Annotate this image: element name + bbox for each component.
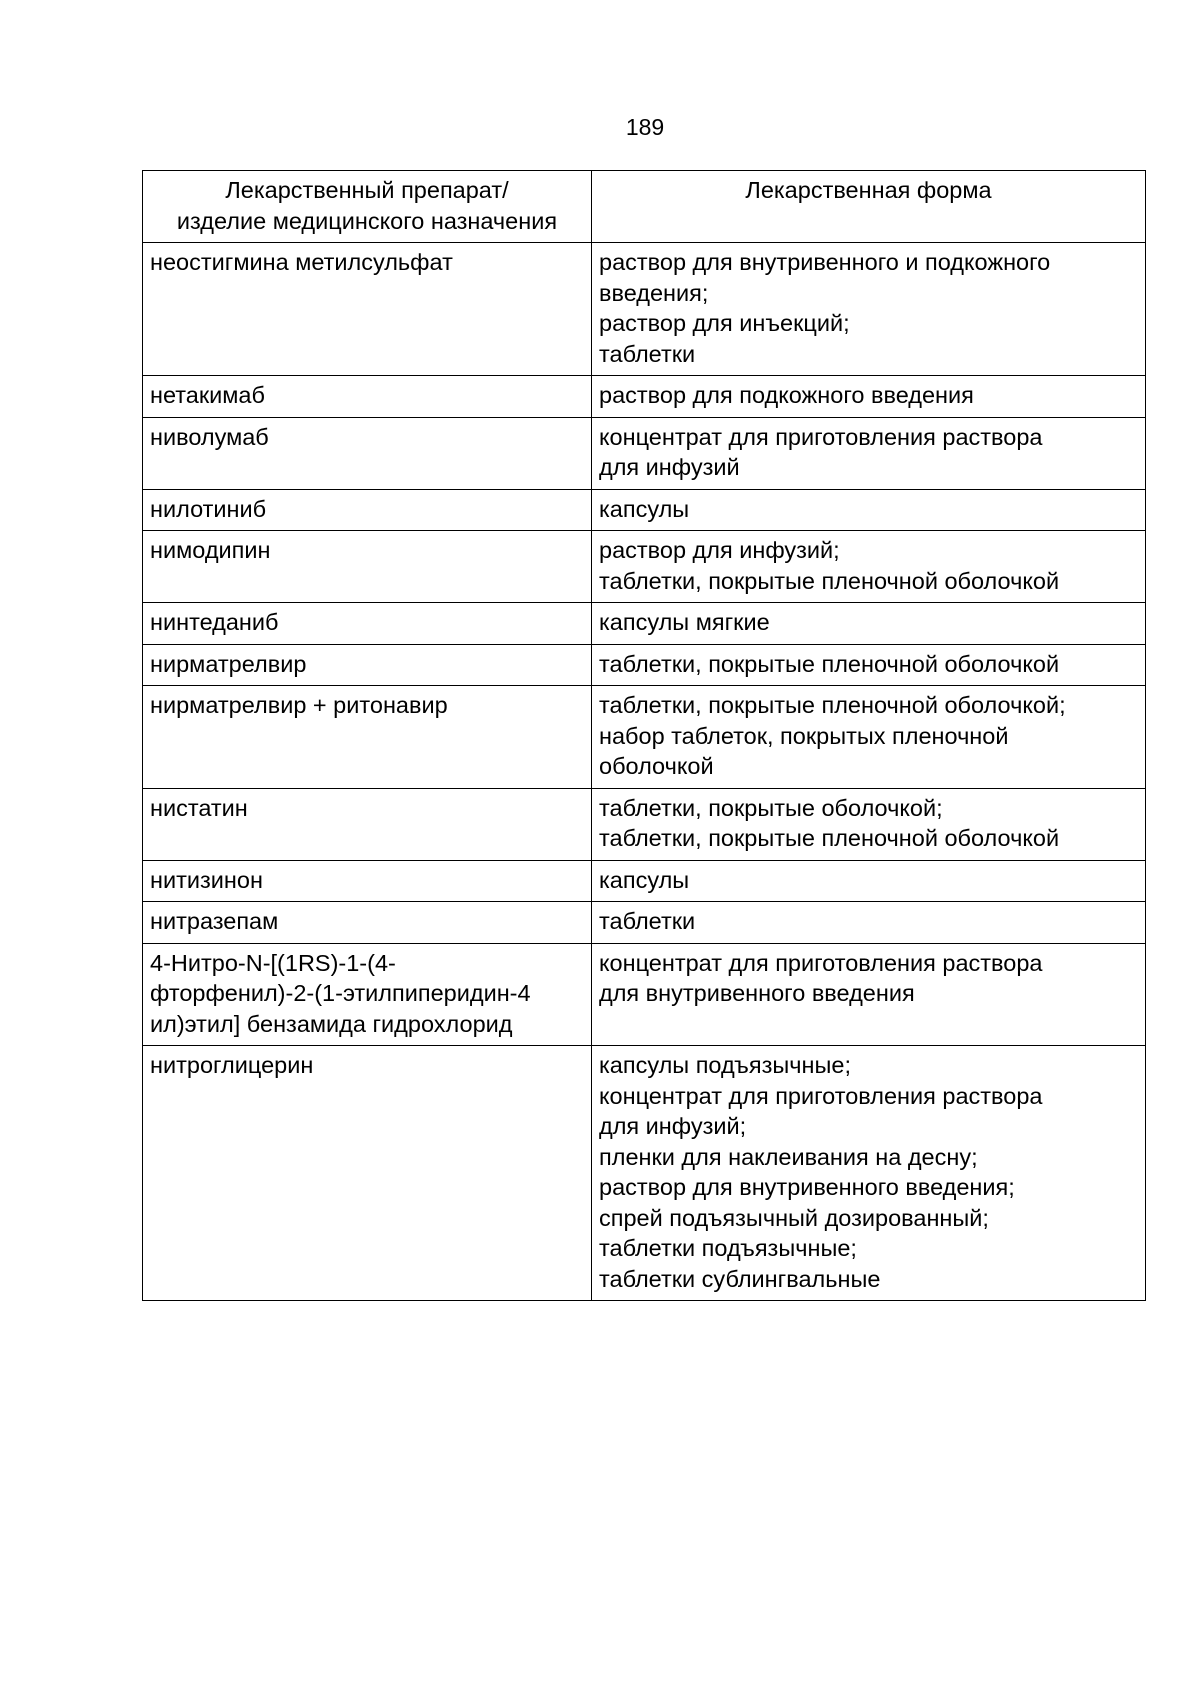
dosage-form-line: капсулы bbox=[599, 495, 690, 522]
table-row bbox=[143, 243, 1146, 376]
dosage-form-line: таблетки сублингвальные bbox=[599, 1265, 881, 1292]
dosage-form-line: таблетки, покрытые пленочной оболочкой bbox=[599, 825, 1060, 851]
drug-name-line: нилотиниб bbox=[150, 495, 267, 522]
dosage-form-line: таблетки bbox=[599, 340, 696, 367]
drug-name-line: ил)этил] бензамида гидрохлорид bbox=[150, 1010, 513, 1037]
dosage-form-line: раствор для подкожного введения bbox=[599, 382, 974, 408]
dosage-form-line: пленки для наклеивания на десну; bbox=[599, 1143, 978, 1170]
dosage-form-line: набор таблеток, покрытых пленочной bbox=[599, 722, 1009, 749]
dosage-form-line: таблетки, покрытые пленочной оболочкой bbox=[599, 567, 1060, 594]
drug-name-line: фторфенил)-2-(1-этилпиперидин-4 bbox=[150, 980, 531, 1006]
dosage-form-line: для инфузий; bbox=[599, 1113, 747, 1139]
table-row bbox=[143, 644, 1146, 686]
drug-name-cell bbox=[143, 943, 592, 1046]
drug-name-line: ниволумаб bbox=[150, 423, 269, 450]
table-header bbox=[143, 171, 1146, 243]
dosage-form-line: таблетки, покрытые пленочной оболочкой bbox=[599, 650, 1060, 677]
dosage-form-line: введения; bbox=[599, 279, 709, 306]
dosage-form-line: раствор для инъекций; bbox=[599, 310, 850, 336]
header-drug-line: Лекарственный препарат/ bbox=[225, 177, 509, 203]
drug-name-line: 4-Нитро-N-[(1RS)-1-(4- bbox=[150, 949, 396, 976]
dosage-form-line: концентрат для приготовления раствора bbox=[599, 1082, 1043, 1109]
table-row bbox=[143, 376, 1146, 418]
dosage-form-line: раствор для внутривенного и подкожного bbox=[599, 249, 1051, 275]
dosage-form-line: концентрат для приготовления раствора bbox=[599, 949, 1043, 976]
table-row bbox=[143, 1046, 1146, 1301]
dosage-form-line: капсулы мягкие bbox=[599, 609, 770, 635]
dosage-form-cell bbox=[592, 1046, 1146, 1301]
dosage-form-line: раствор для инфузий; bbox=[599, 537, 840, 563]
drug-name-cell bbox=[143, 1046, 592, 1301]
drug-name-line: нинтеданиб bbox=[150, 609, 279, 635]
dosage-form-line: таблетки, покрытые пленочной оболочкой; bbox=[599, 692, 1066, 718]
table-row bbox=[143, 531, 1146, 603]
dosage-form-line: для внутривенного введения bbox=[599, 980, 915, 1006]
drug-name-cell bbox=[143, 644, 592, 686]
table-row bbox=[143, 489, 1146, 531]
drug-name-cell bbox=[143, 417, 592, 489]
drug-name-line: нимодипин bbox=[150, 537, 271, 563]
dosage-form-line: капсулы bbox=[599, 866, 690, 893]
drug-name-line: нетакимаб bbox=[150, 382, 265, 408]
drug-name-line: нистатин bbox=[150, 794, 248, 821]
dosage-form-cell bbox=[592, 943, 1146, 1046]
drug-name-line: неостигмина метилсульфат bbox=[150, 249, 453, 275]
dosage-form-cell bbox=[592, 860, 1146, 902]
header-form bbox=[592, 171, 1146, 243]
dosage-form-cell bbox=[592, 603, 1146, 645]
drug-name-cell bbox=[143, 788, 592, 860]
drug-name-cell bbox=[143, 531, 592, 603]
table-row bbox=[143, 788, 1146, 860]
table-row bbox=[143, 860, 1146, 902]
table-row bbox=[143, 603, 1146, 645]
header-drug bbox=[143, 171, 592, 243]
dosage-form-cell bbox=[592, 531, 1146, 603]
drug-name-line: нитизинон bbox=[150, 866, 263, 893]
dosage-form-line: раствор для внутривенного введения; bbox=[599, 1174, 1015, 1200]
dosage-form-cell bbox=[592, 788, 1146, 860]
dosage-form-line: спрей подъязычный дозированный; bbox=[599, 1204, 989, 1231]
dosage-form-line: для инфузий bbox=[599, 454, 740, 480]
header-drug-line: изделие медицинского назначения bbox=[176, 207, 558, 234]
dosage-form-cell bbox=[592, 243, 1146, 376]
drug-name-cell bbox=[143, 243, 592, 376]
dosage-form-cell bbox=[592, 644, 1146, 686]
drug-name-cell bbox=[143, 860, 592, 902]
table-row bbox=[143, 686, 1146, 789]
table-row bbox=[143, 943, 1146, 1046]
drug-name-cell bbox=[143, 603, 592, 645]
dosage-form-cell bbox=[592, 417, 1146, 489]
header-row bbox=[143, 171, 1146, 243]
drug-name-cell bbox=[143, 376, 592, 418]
dosage-form-line: концентрат для приготовления раствора bbox=[599, 423, 1043, 450]
dosage-form-cell bbox=[592, 489, 1146, 531]
dosage-form-cell bbox=[592, 376, 1146, 418]
drug-name-line: нирматрелвир bbox=[150, 650, 307, 677]
dosage-form-cell bbox=[592, 686, 1146, 789]
dosage-form-line: таблетки, покрытые оболочкой; bbox=[599, 794, 943, 821]
dosage-form-line: капсулы подъязычные; bbox=[599, 1052, 851, 1078]
dosage-form-line: таблетки подъязычные; bbox=[599, 1235, 857, 1261]
drug-table bbox=[142, 170, 1146, 1301]
dosage-form-line: таблетки bbox=[599, 908, 696, 934]
table-row bbox=[143, 902, 1146, 944]
table-row bbox=[143, 417, 1146, 489]
drug-name-cell bbox=[143, 686, 592, 789]
table-body bbox=[143, 243, 1146, 1301]
drug-name-cell bbox=[143, 489, 592, 531]
drug-name-cell bbox=[143, 902, 592, 944]
header-form-label: Лекарственная форма bbox=[745, 177, 992, 203]
drug-name-line: нирматрелвир + ритонавир bbox=[150, 692, 448, 718]
dosage-form-line: оболочкой bbox=[599, 753, 714, 779]
dosage-form-cell bbox=[592, 902, 1146, 944]
drug-name-line: нитразепам bbox=[150, 908, 279, 934]
page-number: 189 bbox=[625, 114, 665, 140]
drug-name-line: нитроглицерин bbox=[150, 1052, 314, 1078]
